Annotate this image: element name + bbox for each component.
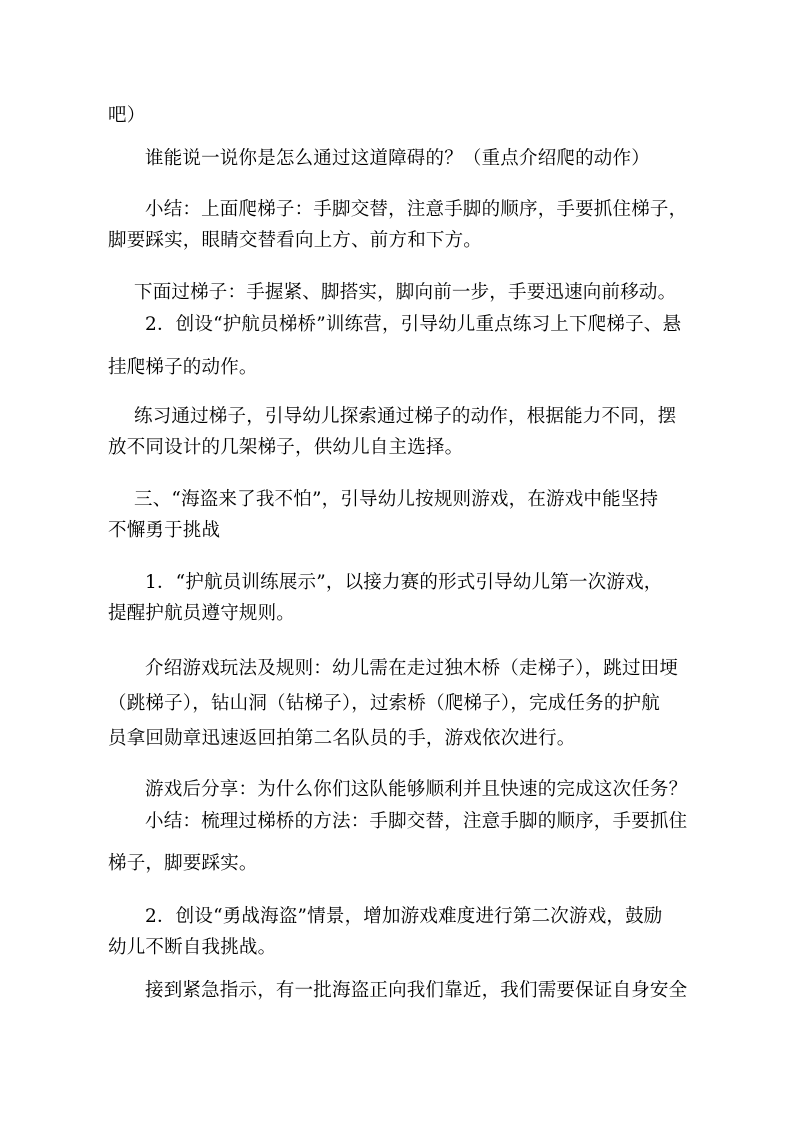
text-line: 梯子，脚要踩实。 xyxy=(108,853,258,874)
text-line: 三、“海盗来了我不怕”，引导幼儿按规则游戏，在游戏中能坚持 xyxy=(134,489,659,510)
text-line: 练习通过梯子，引导幼儿探索通过梯子的动作，根据能力不同，摆 xyxy=(134,406,677,427)
text-line: 小结：上面爬梯子：手脚交替，注意手脚的顺序，手要抓住梯子， xyxy=(145,199,688,220)
text-line: 接到紧急指示，有一批海盗正向我们靠近，我们需要保证自身安全 xyxy=(145,980,688,1001)
text-line: 员拿回勋章迅速返回拍第二名队员的手，游戏依次进行。 xyxy=(108,728,576,749)
text-line: 游戏后分享：为什么你们这队能够顺利并且快速的完成这次任务？ xyxy=(145,779,688,800)
text-line: 放不同设计的几架梯子，供幼儿自主选择。 xyxy=(108,437,464,458)
text-line: 2．创设“护航员梯桥”训练营，引导幼儿重点练习上下爬梯子、悬 xyxy=(145,314,682,335)
text-line: 小结：梳理过梯桥的方法：手脚交替，注意手脚的顺序，手要抓住 xyxy=(145,811,688,832)
text-line: 提醒护航员遵守规则。 xyxy=(108,603,296,624)
text-line: 介绍游戏玩法及规则：幼儿需在走过独木桥（走梯子），跳过田埂 xyxy=(145,658,679,679)
text-line: 1．“护航员训练展示”，以接力赛的形式引导幼儿第一次游戏， xyxy=(145,572,663,593)
text-line: 谁能说一说你是怎么通过这道障碍的？（重点介绍爬的动作） xyxy=(145,148,650,169)
text-line: 脚要踩实，眼睛交替看向上方、前方和下方。 xyxy=(108,230,483,251)
text-line: 2．创设“勇战海盗”情景，增加游戏难度进行第二次游戏，鼓励 xyxy=(145,906,663,927)
text-line: 下面过梯子：手握紧、脚搭实，脚向前一步，手要迅速向前移动。 xyxy=(134,282,677,303)
text-line: 吧） xyxy=(108,105,146,126)
text-line: （跳梯子），钻山洞（钻梯子），过索桥（爬梯子），完成任务的护航 xyxy=(108,693,660,714)
text-line: 幼儿不断自我挑战。 xyxy=(108,937,277,958)
text-line: 不懈勇于挑战 xyxy=(108,520,221,541)
text-line: 挂爬梯子的动作。 xyxy=(108,357,258,378)
